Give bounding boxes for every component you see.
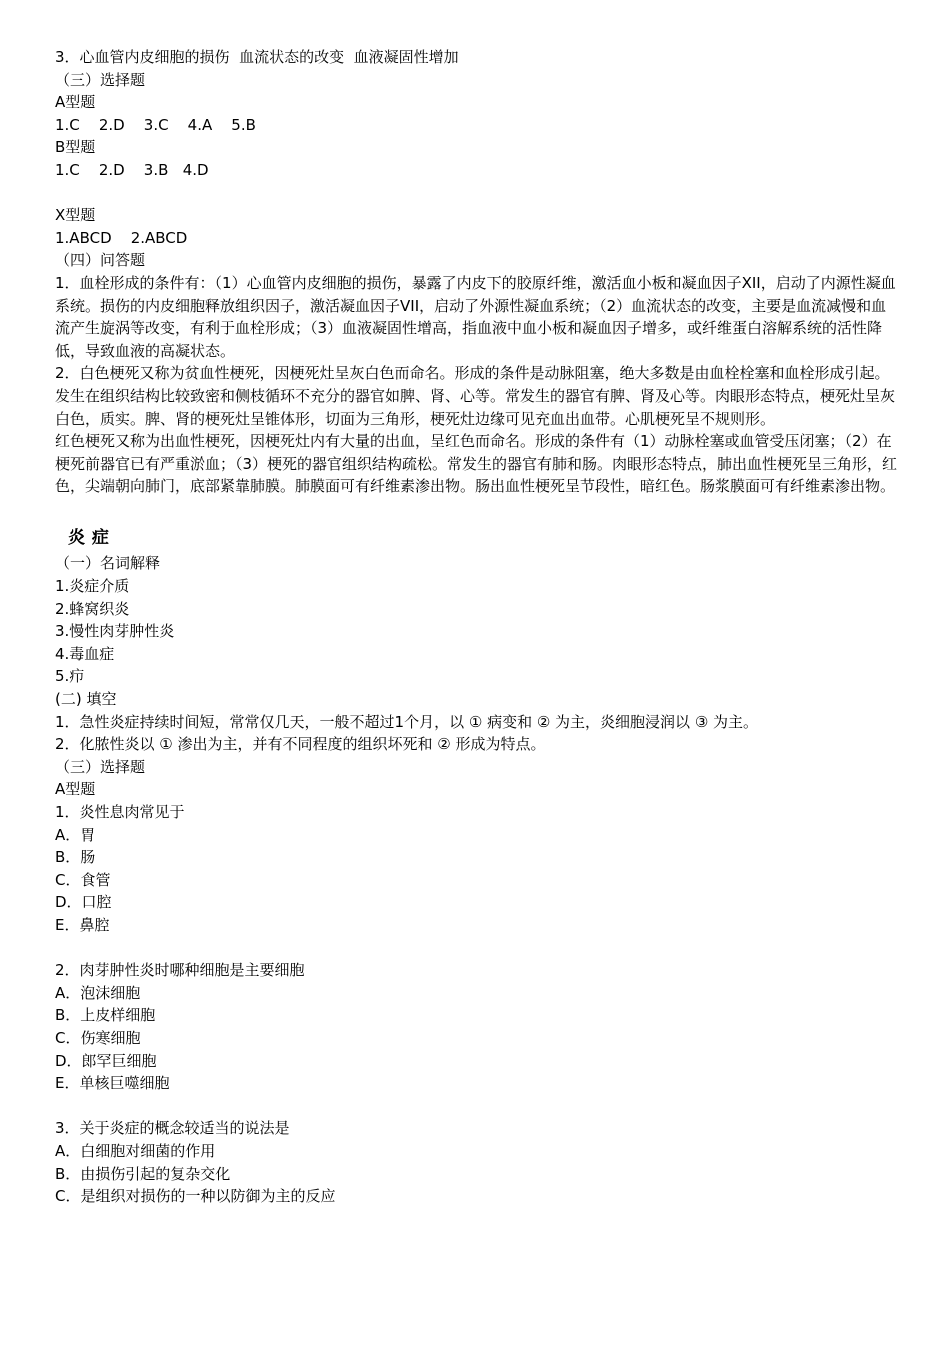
option-item: C．食管 bbox=[55, 870, 111, 889]
section-title: 炎 症 bbox=[68, 528, 110, 549]
term-item: 5.疖 bbox=[55, 667, 85, 686]
answer-line: 1.ABCD 2.ABCD bbox=[55, 228, 188, 247]
blank-line bbox=[55, 937, 900, 960]
answer-line: 1.C 2.D 3.C 4.A 5.B bbox=[55, 115, 256, 134]
text-line: 3．心血管内皮细胞的损伤 血流状态的改变 血液凝固性增加 bbox=[55, 48, 459, 66]
text-line: （一）名词解释 bbox=[55, 554, 161, 573]
document-page bbox=[55, 46, 900, 1208]
term-item: 4.毒血症 bbox=[55, 644, 115, 663]
fill-question: 2．化脓性炎以 ① 渗出为主，并有不同程度的组织坏死和 ② 形成为特点。 bbox=[55, 735, 546, 754]
text-line: A型题 bbox=[55, 780, 96, 799]
option-item: C．伤寒细胞 bbox=[55, 1028, 141, 1047]
question-stem: 2．肉芽肿性炎时哪种细胞是主要细胞 bbox=[55, 961, 305, 980]
text-line: (二) 填空 bbox=[55, 690, 117, 709]
option-item: D．口腔 bbox=[55, 893, 112, 912]
option-item: A．泡沫细胞 bbox=[55, 983, 141, 1002]
answer-paragraph: 1．血栓形成的条件有：（1）心血管内皮细胞的损伤，暴露了内皮下的胶原纤维，激活血小板和凝血因子XII，启动了内源性凝血系统。损伤的内皮细胞释放组织因子，激活凝血因子VII，启动了外源性凝血系统；（2）血流状态的改变，主要是血流减慢和血流产生旋涡等改变，有利于血栓形成；（3）血液凝固性增高，指血液中血小板和凝血因子增多，或纤维蛋白溶解系统的活性降低，导致血液的高凝状态。 bbox=[55, 273, 896, 360]
term-item: 3.慢性肉芽肿性炎 bbox=[55, 622, 175, 641]
option-item: B．肠 bbox=[55, 848, 96, 867]
option-item: E．单核巨噬细胞 bbox=[55, 1074, 170, 1093]
answer-line: 1.C 2.D 3.B 4.D bbox=[55, 160, 209, 179]
blank-line bbox=[55, 182, 900, 205]
option-item: A．胃 bbox=[55, 825, 96, 844]
option-item: A．白细胞对细菌的作用 bbox=[55, 1141, 216, 1160]
text-line: X型题 bbox=[55, 206, 96, 225]
option-item: B．上皮样细胞 bbox=[55, 1006, 156, 1025]
option-item: C．是组织对损伤的一种以防御为主的反应 bbox=[55, 1187, 336, 1206]
question-stem: 3．关于炎症的概念较适当的说法是 bbox=[55, 1119, 290, 1138]
blank-line bbox=[55, 498, 900, 521]
text-line: B型题 bbox=[55, 138, 96, 157]
term-item: 1.炎症介质 bbox=[55, 577, 130, 596]
text-line: （三）选择题 bbox=[55, 70, 146, 89]
text-line: （三）选择题 bbox=[55, 757, 146, 776]
answer-paragraph: 红色梗死又称为出血性梗死，因梗死灶内有大量的出血，呈红色而命名。形成的条件有（1）动脉栓塞或血管受压闭塞；（2）在梗死前器官已有严重淤血；（3）梗死的器官组织结构疏松。常发生的器官有肺和肠。肉眼形态特点，肺出血性梗死呈三角形，红色，尖端朝向肺门，底部紧靠肺膜。肺膜面可有纤维素渗出物。肠出血性梗死呈节段性，暗红色。肠浆膜面可有纤维素渗出物。 bbox=[55, 432, 898, 496]
blank-line bbox=[55, 1095, 900, 1118]
text-line: A型题 bbox=[55, 93, 96, 112]
answer-paragraph: 2．白色梗死又称为贫血性梗死，因梗死灶呈灰白色而命名。形成的条件是动脉阻塞，绝大多数是由血栓栓塞和血栓形成引起。发生在组织结构比较致密和侧枝循环不充分的器官如脾、肾、心等。常发生的器官有脾、肾及心等。肉眼形态特点，梗死灶呈灰白色，质实。脾、肾的梗死灶呈锥体形，切面为三角形，梗死灶边缘可见充血出血带。心肌梗死呈不规则形。 bbox=[55, 364, 896, 428]
text-line: （四）问答题 bbox=[55, 251, 146, 270]
option-item: B．由损伤引起的复杂交化 bbox=[55, 1164, 231, 1183]
question-stem: 1．炎性息肉常见于 bbox=[55, 803, 185, 821]
fill-question: 1．急性炎症持续时间短，常常仅几天，一般不超过1个月，以 ① 病变和 ② 为主，炎细胞浸润以 ③ 为主。 bbox=[55, 712, 759, 731]
term-item: 2.蜂窝织炎 bbox=[55, 599, 130, 618]
option-item: D．郎罕巨细胞 bbox=[55, 1051, 157, 1070]
option-item: E．鼻腔 bbox=[55, 915, 110, 934]
